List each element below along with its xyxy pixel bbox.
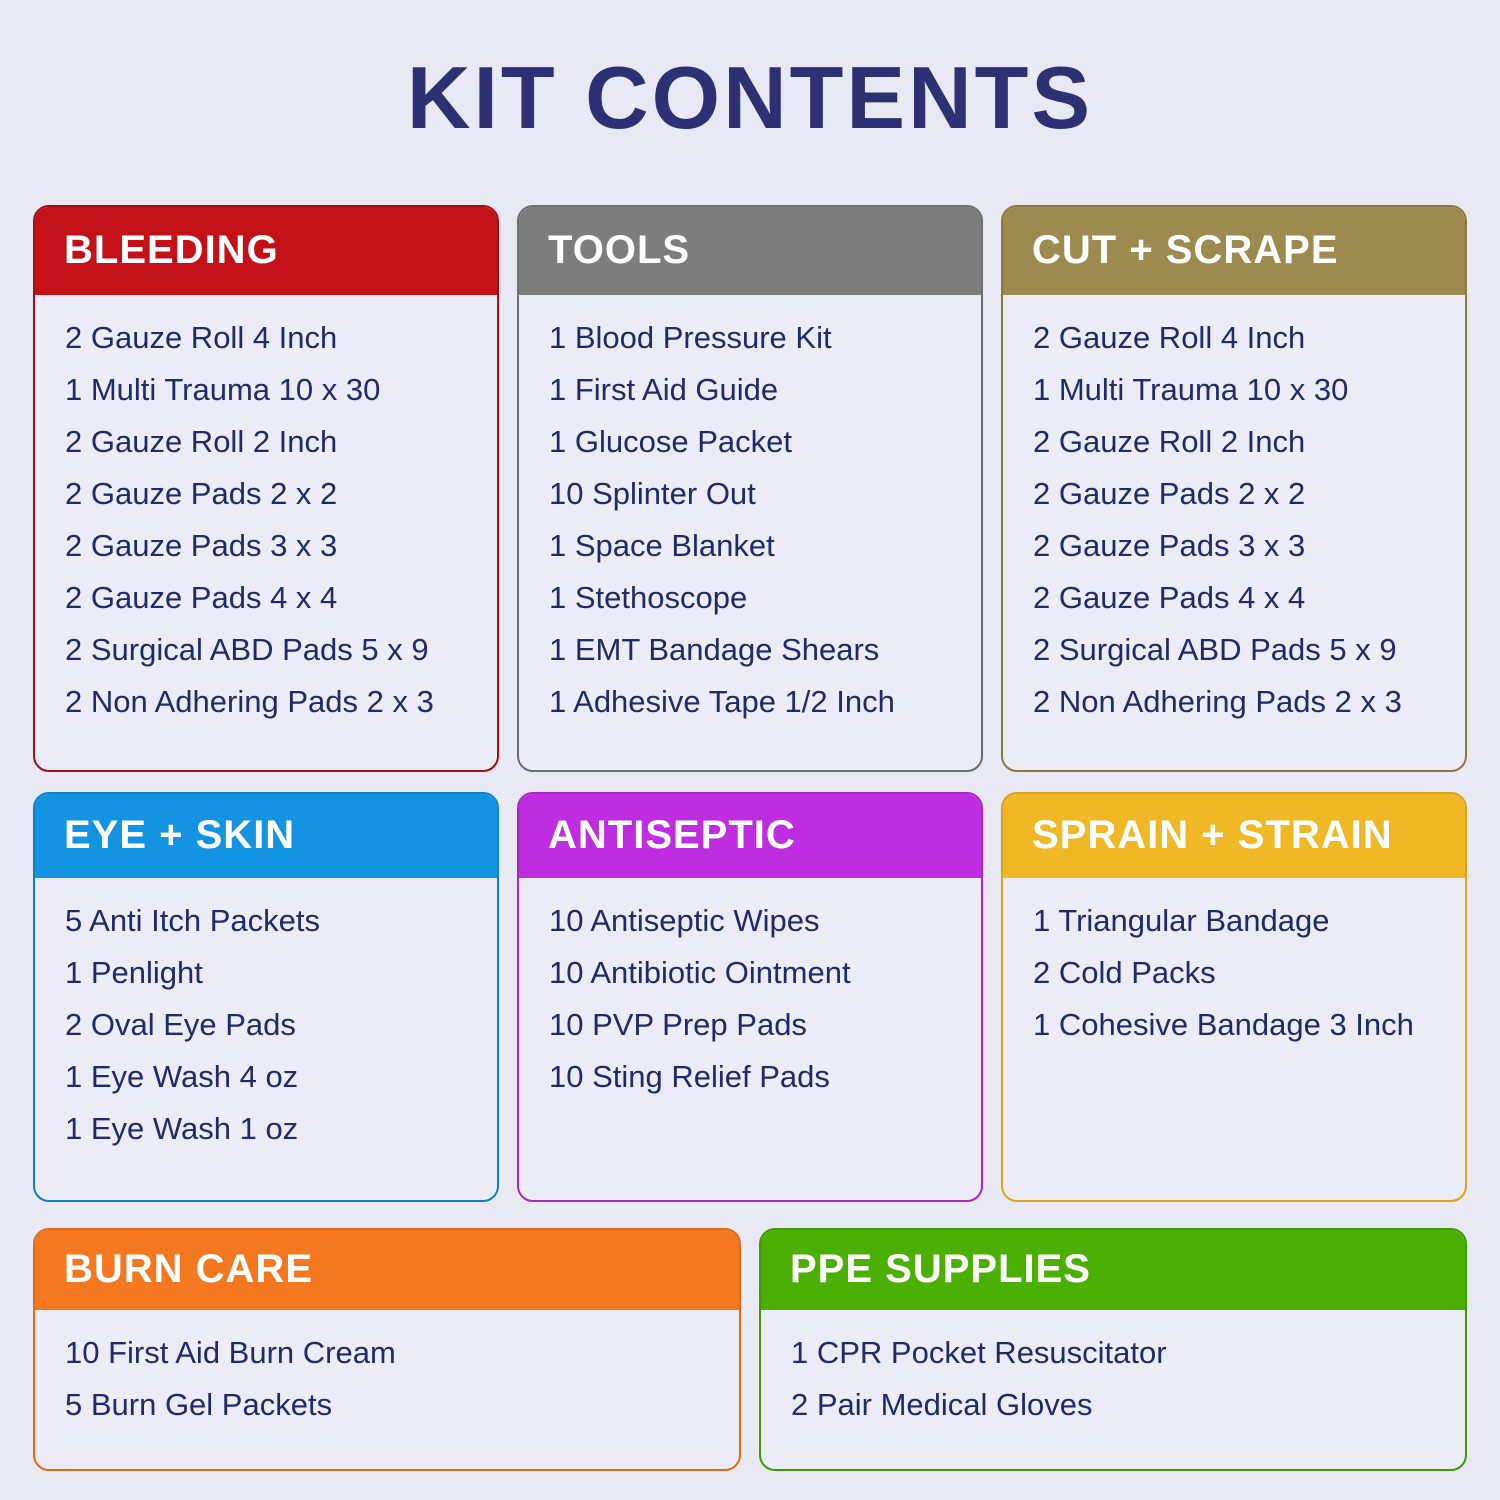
section-item-list — [35, 1310, 739, 1431]
section-item-list — [519, 878, 981, 1103]
section-item-list — [519, 295, 981, 728]
section-item-list — [35, 878, 497, 1155]
section-title: EYE + SKIN — [64, 812, 296, 857]
section-card-burn-care — [33, 1228, 741, 1471]
card-row-3 — [33, 1228, 1467, 1471]
section-item-list — [1003, 295, 1465, 728]
kit-item: 2 Non Adhering Pads 2 x 3 — [1033, 683, 1402, 719]
section-header — [34, 206, 498, 295]
section-item-list — [761, 1310, 1465, 1431]
kit-item: 2 Non Adhering Pads 2 x 3 — [65, 683, 434, 719]
kit-item: 1 Blood Pressure Kit — [549, 319, 832, 355]
kit-item: 2 Gauze Pads 4 x 4 — [65, 579, 338, 615]
kit-item: 1 Adhesive Tape 1/2 Inch — [549, 683, 895, 719]
kit-item: 1 First Aid Guide — [549, 371, 779, 407]
section-header — [760, 1229, 1466, 1310]
section-header — [34, 793, 498, 878]
kit-item: 2 Gauze Pads 2 x 2 — [65, 475, 338, 511]
section-card-cut-scrape — [1001, 205, 1467, 772]
kit-item: 2 Surgical ABD Pads 5 x 9 — [1033, 631, 1397, 667]
kit-item: 2 Gauze Pads 3 x 3 — [65, 527, 338, 563]
section-card-tools — [517, 205, 983, 772]
section-title: BLEEDING — [64, 227, 279, 272]
section-title: PPE SUPPLIES — [790, 1246, 1091, 1291]
kit-item: 2 Gauze Roll 4 Inch — [1033, 319, 1306, 355]
section-title: SPRAIN + STRAIN — [1032, 812, 1393, 857]
kit-item: 10 Antiseptic Wipes — [549, 902, 820, 938]
section-card-ppe-supplies — [759, 1228, 1467, 1471]
kit-item: 2 Oval Eye Pads — [65, 1006, 296, 1042]
kit-item: 10 PVP Prep Pads — [549, 1006, 807, 1042]
section-item-list — [35, 295, 497, 728]
kit-item: 1 EMT Bandage Shears — [549, 631, 880, 667]
kit-item: 1 Penlight — [65, 954, 203, 990]
kit-item: 1 Glucose Packet — [549, 423, 792, 459]
kit-item: 1 Stethoscope — [549, 579, 748, 615]
section-header — [518, 793, 982, 878]
section-item-list — [1003, 878, 1465, 1051]
kit-item: 10 Sting Relief Pads — [549, 1058, 830, 1094]
card-row-1 — [33, 205, 1467, 772]
page-title: KIT CONTENTS — [406, 48, 1094, 147]
kit-item: 10 Antibiotic Ointment — [549, 954, 851, 990]
kit-item: 2 Gauze Roll 4 Inch — [65, 319, 338, 355]
kit-item: 2 Gauze Roll 2 Inch — [65, 423, 338, 459]
kit-item: 1 Multi Trauma 10 x 30 — [65, 371, 381, 407]
kit-item: 1 Eye Wash 4 oz — [65, 1058, 299, 1094]
section-card-bleeding — [33, 205, 499, 772]
section-card-eye-skin — [33, 792, 499, 1202]
kit-item: 1 Eye Wash 1 oz — [65, 1110, 299, 1146]
kit-item: 1 Cohesive Bandage 3 Inch — [1033, 1006, 1414, 1042]
kit-item: 1 Triangular Bandage — [1033, 902, 1330, 938]
kit-item: 5 Burn Gel Packets — [65, 1386, 333, 1422]
kit-item: 2 Cold Packs — [1033, 954, 1216, 990]
section-title: BURN CARE — [64, 1246, 313, 1291]
kit-item: 2 Gauze Roll 2 Inch — [1033, 423, 1306, 459]
kit-item: 1 CPR Pocket Resuscitator — [791, 1334, 1167, 1370]
kit-item: 10 Splinter Out — [549, 475, 756, 511]
kit-item: 2 Pair Medical Gloves — [791, 1386, 1093, 1422]
section-header — [518, 206, 982, 295]
kit-item: 5 Anti Itch Packets — [65, 902, 321, 938]
section-title: ANTISEPTIC — [548, 812, 796, 857]
section-card-sprain-strain — [1001, 792, 1467, 1202]
kit-item: 10 First Aid Burn Cream — [65, 1334, 396, 1370]
section-card-antiseptic — [517, 792, 983, 1202]
section-header — [1002, 206, 1466, 295]
kit-item: 1 Multi Trauma 10 x 30 — [1033, 371, 1349, 407]
card-row-2 — [33, 792, 1467, 1202]
section-title: CUT + SCRAPE — [1032, 227, 1339, 272]
section-header — [34, 1229, 740, 1310]
kit-item: 2 Gauze Pads 2 x 2 — [1033, 475, 1306, 511]
kit-item: 2 Gauze Pads 3 x 3 — [1033, 527, 1306, 563]
kit-item: 2 Surgical ABD Pads 5 x 9 — [65, 631, 429, 667]
kit-item: 2 Gauze Pads 4 x 4 — [1033, 579, 1306, 615]
section-title: TOOLS — [548, 227, 691, 272]
section-header — [1002, 793, 1466, 878]
kit-item: 1 Space Blanket — [549, 527, 775, 563]
